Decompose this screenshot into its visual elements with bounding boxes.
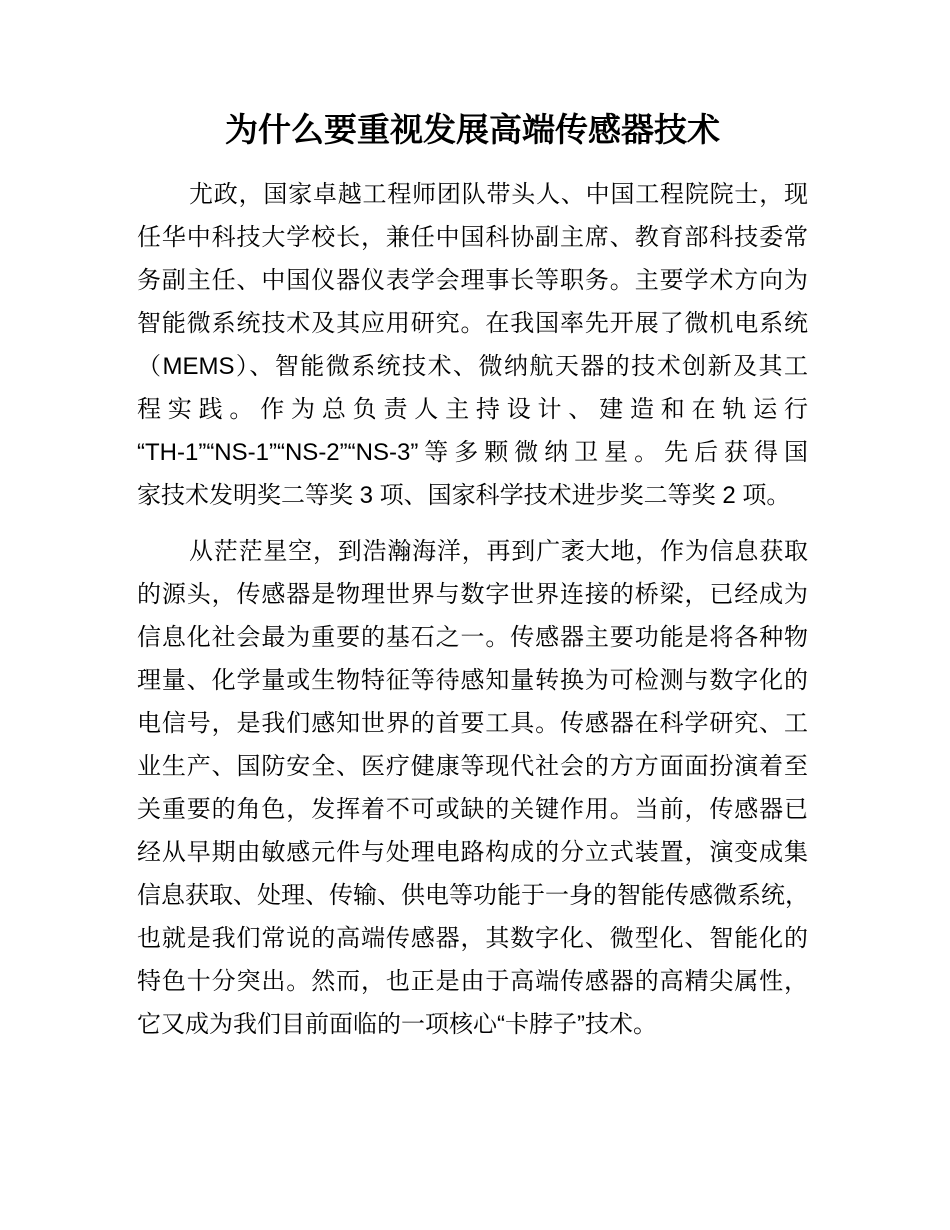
text-line: 电信号，是我们感知世界的首要工具。传感器在科学研究、工 bbox=[137, 710, 808, 737]
text-line: 业生产、国防安全、医疗健康等现代社会的方方面面扮演着至 bbox=[137, 753, 808, 780]
text-line: 家技术发明奖二等奖 3 项、国家科学技术进步奖二等奖 2 项。 bbox=[137, 482, 791, 509]
text-line: 关重要的角色，发挥着不可或缺的关键作用。当前，传感器已 bbox=[137, 796, 808, 823]
text-line: 的源头，传感器是物理世界与数字世界连接的桥梁，已经成为 bbox=[137, 581, 808, 608]
text-line: 也就是我们常说的高端传感器，其数字化、微型化、智能化的 bbox=[137, 925, 808, 952]
text-line: “TH-1”“NS-1”“NS-2”“NS-3”等多颗微纳卫星。先后获得国 bbox=[137, 439, 808, 466]
text-line: （MEMS）、智能微系统技术、微纳航天器的技术创新及其工 bbox=[137, 353, 808, 380]
text-line: 程实践。作为总负责人主持设计、建造和在轨运行 bbox=[137, 396, 808, 423]
text-line: 理量、化学量或生物特征等待感知量转换为可检测与数字化的 bbox=[137, 667, 808, 694]
text-line: 特色十分突出。然而，也正是由于高端传感器的高精尖属性， bbox=[137, 968, 808, 995]
text-line: 任华中科技大学校长，兼任中国科协副主席、教育部科技委常 bbox=[137, 224, 808, 251]
text-line: 尤政，国家卓越工程师团队带头人、中国工程院院士，现 bbox=[189, 181, 808, 208]
text-line: 信息化社会最为重要的基石之一。传感器主要功能是将各种物 bbox=[137, 624, 808, 651]
paragraph-author-bio bbox=[137, 173, 808, 517]
text-line: 它又成为我们目前面临的一项核心“卡脖子”技术。 bbox=[137, 1011, 657, 1038]
text-line: 智能微系统技术及其应用研究。在我国率先开展了微机电系统 bbox=[137, 310, 808, 337]
paragraph-sensor-importance bbox=[137, 530, 808, 1046]
document-title: 为什么要重视发展高端传感器技术 bbox=[225, 111, 720, 148]
text-line: 从茫茫星空，到浩瀚海洋，再到广袤大地，作为信息获取 bbox=[189, 538, 808, 565]
text-line: 经从早期由敏感元件与处理电路构成的分立式装置，演变成集 bbox=[137, 839, 808, 866]
text-line: 务副主任、中国仪器仪表学会理事长等职务。主要学术方向为 bbox=[137, 267, 808, 294]
text-line: 信息获取、处理、传输、供电等功能于一身的智能传感微系统， bbox=[137, 882, 809, 909]
